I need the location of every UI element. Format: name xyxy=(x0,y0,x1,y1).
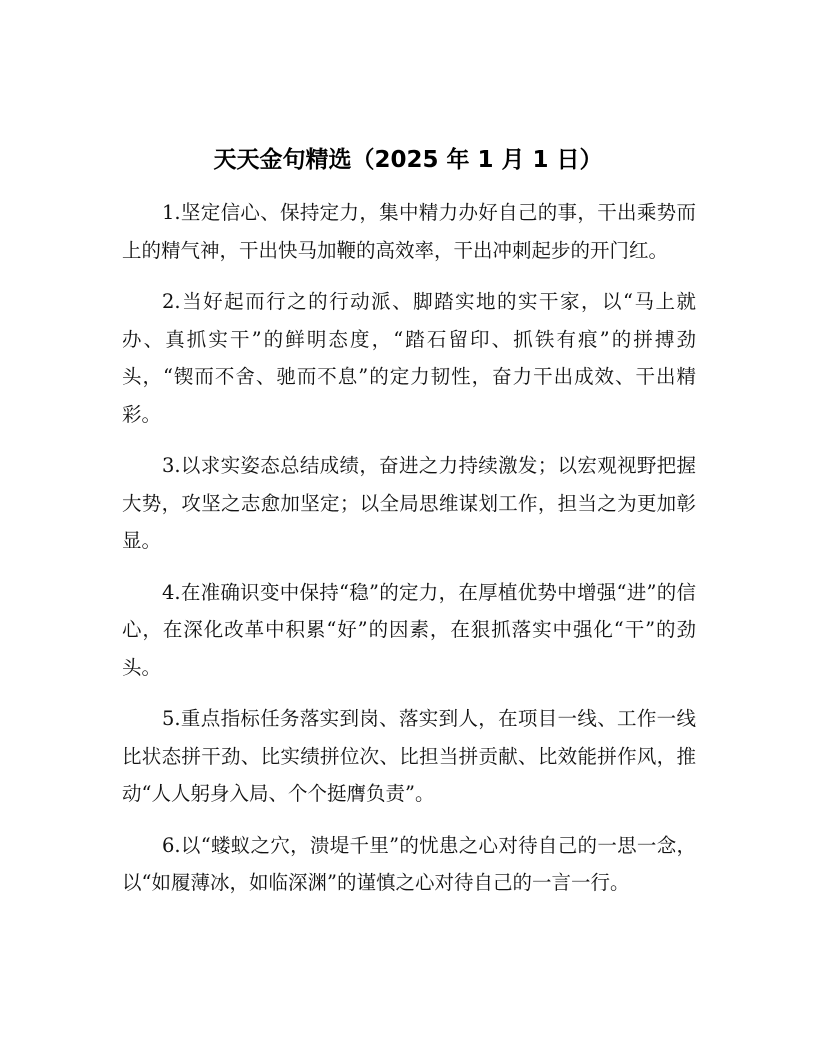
paragraph-5: 5.重点指标任务落实到岗、落实到人，在项目一线、工作一线比状态拼干劲、比实绩拼位次、比担当拼贡献、比效能拼作风，推动“人人躬身入局、个个挺膺负责”。 xyxy=(122,707,696,805)
paragraph-3: 3.以求实姿态总结成绩，奋进之力持续激发；以宏观视野把握大势，攻坚之志愈加坚定；以全局思维谋划工作，担当之为更加彰显。 xyxy=(122,454,696,552)
paragraph-4: 4.在准确识变中保持“稳”的定力，在厚植优势中增强“进”的信心，在深化改革中积累“好”的因素，在狠抓落实中强化“干”的劲头。 xyxy=(122,580,696,679)
paragraph-2: 2.当好起而行之的行动派、脚踏实地的实干家，以“马上就办、真抓实干”的鲜明态度，“踏石留印、抓铁有痕”的拼搏劲头，“锲而不舍、驰而不息”的定力韧性，奋力干出成效、干出精彩。 xyxy=(122,290,696,426)
document-title: 天天金句精选（2025 年 1 月 1 日） xyxy=(213,147,603,173)
paragraph-6: 6.以“蝼蚁之穴，溃堤千里”的忧患之心对待自己的一思一念，以“如履薄冰，如临深渊”的谨慎之心对待自己的一言一行。 xyxy=(122,833,696,894)
paragraph-1: 1.坚定信心、保持定力，集中精力办好自己的事，干出乘势而上的精气神，干出快马加鞭的高效率，干出冲刺起步的开门红。 xyxy=(122,201,696,262)
document-body xyxy=(122,194,696,916)
